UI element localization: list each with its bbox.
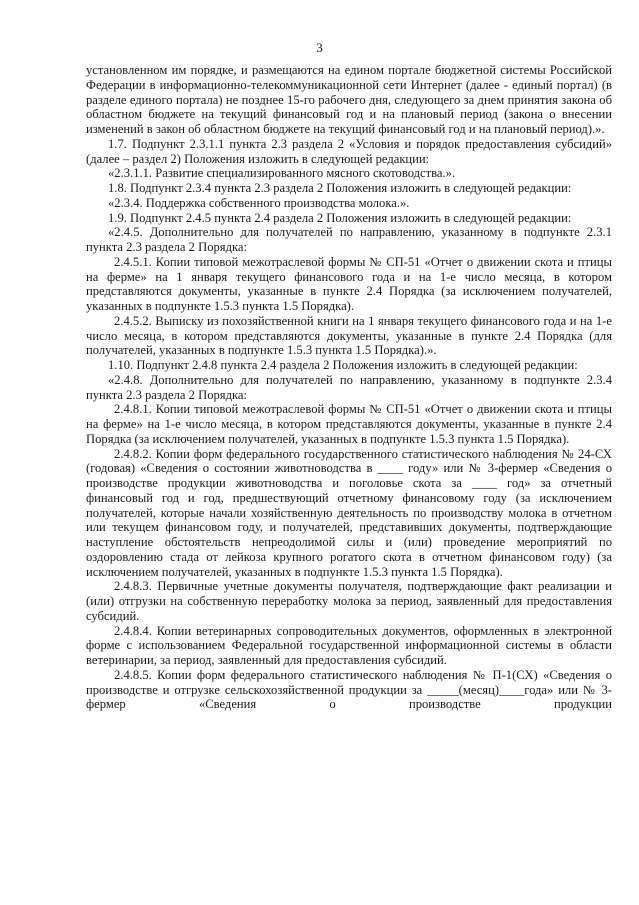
- document-body: [86, 63, 612, 712]
- page-number: 3: [316, 40, 323, 55]
- paragraph-2-4-8: «2.4.8. Дополнительно для получателей по направлению, указанному в подпункте 2.3.4 пункта 2.3 раздела 2 Порядка:: [86, 372, 612, 402]
- paragraph-2-4-5: «2.4.5. Дополнительно для получателей по направлению, указанному в подпункте 2.3.1 пункта 2.3 раздела 2 Порядка:: [86, 225, 612, 254]
- paragraph-1-10: 1.10. Подпункт 2.4.8 пункта 2.4 раздела 2 Положения изложить в следующей редакции:: [108, 358, 578, 372]
- paragraph-2-3-1-1: «2.3.1.1. Развитие специализированного мясного скотоводства.».: [108, 166, 456, 181]
- paragraph-2-4-8-1: 2.4.8.1. Копии типовой межотраслевой формы № СП-51 «Отчет о движении скота и птицы на ферме» на 1-е число месяца, в котором представляются документы, указанные в пункте 2.4 Порядка (за исключением получателей, указанных в подпункте 1.5.3 пункта 1.5 Порядка).: [86, 402, 612, 446]
- paragraph-continuation: установленном им порядке, и размещаются на едином портале бюджетной системы Российской Федерации в информационно-телекоммуникационной сети Интернет (далее - единый портал) (в разделе единого портала) не позднее 15-го рабочего дня, следующего за днем принятия закона об областном бюджете на текущий финансовый год и на плановый период (закона о внесении изменений в закон об областном бюджете на текущий финансовый год и на плановый период).».: [86, 63, 612, 136]
- paragraph-2-4-8-5: 2.4.8.5. Копии форм федерального статистического наблюдения № П-1(СХ) «Сведения о производстве и отгрузке сельскохозяйственной продукции за _____(месяц)____года» или № 3-фермер «Сведения о производстве продукции: [86, 667, 612, 712]
- paragraph-2-4-8-3: 2.4.8.3. Первичные учетные документы получателя, подтверждающие факт реализации и (или) отгрузки на собственную переработку молока за период, заявленный для предоставления субсидий.: [86, 579, 612, 623]
- paragraph-2-4-5-2: 2.4.5.2. Выписку из похозяйственной книги на 1 января текущего финансового года и на 1-е число месяца, в котором представляются документы, указанные в пункте 2.4 Порядка (для получателей, указанных в подпункте 1.5.3 пункта 1.5 Порядка).».: [86, 313, 612, 358]
- paragraph-1-9: 1.9. Подпункт 2.4.5 пункта 2.4 раздела 2 Положения изложить в следующей редакции:: [108, 210, 572, 225]
- paragraph-2-4-5-1: 2.4.5.1. Копии типовой межотраслевой формы № СП-51 «Отчет о движении скота и птицы на ферме» на 1 января текущего финансового года и на 1-е число месяца, в котором представляются документы, указанные в пункте 2.4 Порядка (за исключением получателей, указанных в подпункте 1.5.3 пункта 1.5 Порядка).: [86, 254, 612, 313]
- paragraph-2-4-8-2: 2.4.8.2. Копии форм федерального государственного статистического наблюдения № 24-СХ (годовая) «Сведения о состоянии животноводства в ____ году» или № 3-фермер «Сведения о производстве продукции животноводства и поголовье скота за ____ год» за отчетный финансовый год и год, предшествующий отчетному финансовому году (за исключением получателей, которые начали хозяйственную деятельность по производству молока в отчетном или текущем финансовом году, и получателей, представивших документы, подтверждающие наступление обстоятельств непреодолимой силы и (или) проведение мероприятий по оздоровлению стада от лейкоза крупного рогатого скота в отчетном финансовом году) (за исключением получателей, указанных в подпункте 1.5.3 пункта 1.5 Порядка).: [86, 446, 612, 579]
- paragraph-2-4-8-4: 2.4.8.4. Копии ветеринарных сопроводительных документов, оформленных в электронной форме с использованием Федеральной государственной информационной системы в области ветеринарии, за период, заявленный для предоставления субсидий.: [86, 623, 612, 667]
- paragraph-1-8: 1.8. Подпункт 2.3.4 пункта 2.3 раздела 2 Положения изложить в следующей редакции:: [108, 181, 572, 195]
- paragraph-2-3-4: «2.3.4. Поддержка собственного производства молока.».: [108, 195, 410, 210]
- paragraph-1-7: 1.7. Подпункт 2.3.1.1 пункта 2.3 раздела 2 «Условия и порядок предоставления субсидий» (далее – раздел 2) Положения изложить в следующей редакции:: [86, 136, 612, 166]
